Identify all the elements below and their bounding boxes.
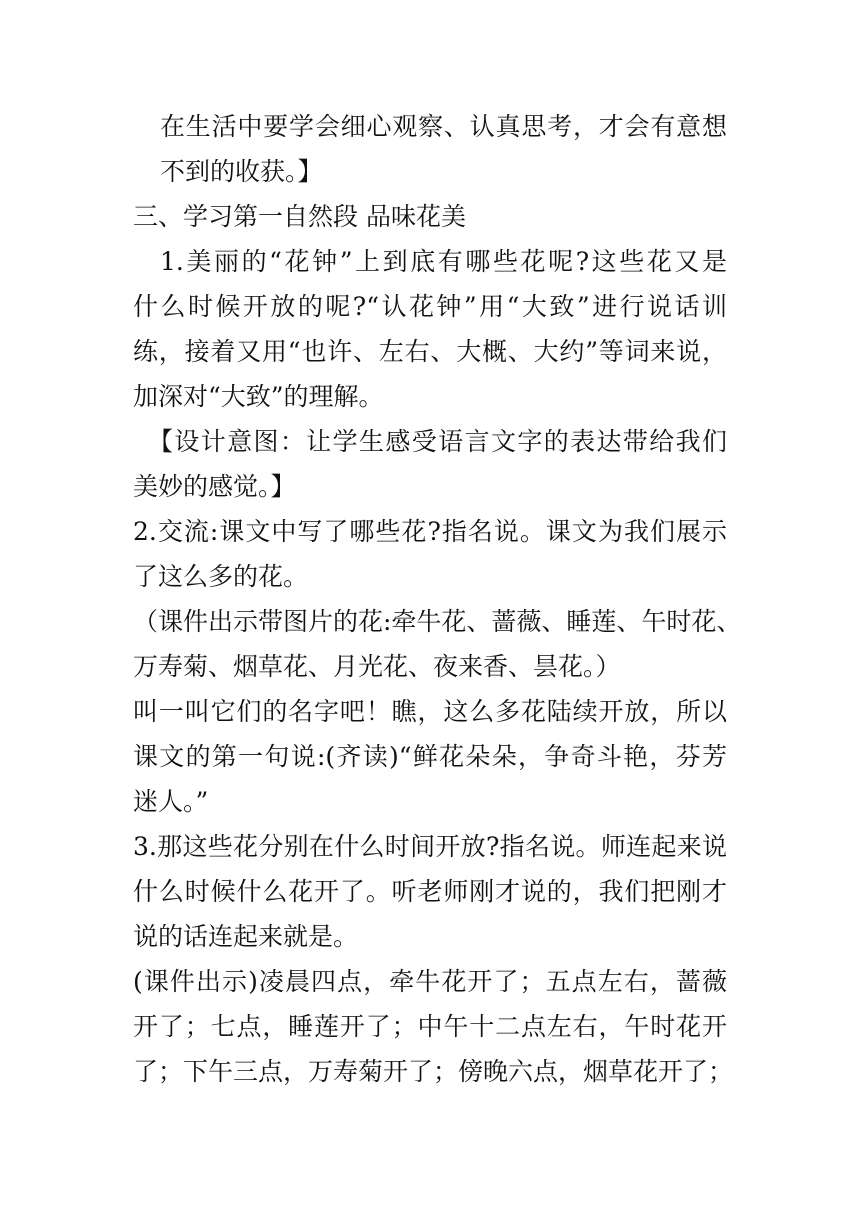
text-line: 什么时候开放的呢?“认花钟”用“大致”进行说话训 xyxy=(133,292,727,321)
text-line: 迷人。” xyxy=(133,787,209,816)
text-line: 在生活中要学会细心观察、认真思考，才会有意想 xyxy=(160,112,727,141)
text-line: (课件出示)凌晨四点，牵牛花开了；五点左右，蔷薇 xyxy=(133,967,727,996)
text-line: 练，接着又用“也许、左右、大概、大约”等词来说， xyxy=(133,337,727,366)
text-line: 美妙的感觉。】 xyxy=(133,472,296,501)
text-line: 万寿菊、烟草花、月光花、夜来香、昙花。） xyxy=(133,652,621,681)
text-line: 说的话连起来就是。 xyxy=(133,922,359,951)
text-line: 1.美丽的“花钟”上到底有哪些花呢?这些花又是 xyxy=(160,247,727,276)
text-line: 加深对“大致”的理解。 xyxy=(133,382,384,411)
section-heading: 三、学习第一自然段 品味花美 xyxy=(133,202,466,231)
text-line: 开了；七点，睡莲开了；中午十二点左右，午时花开 xyxy=(133,1012,727,1041)
text-line: 了这么多的花。 xyxy=(133,562,309,591)
text-line: 课文的第一句说:(齐读)“鲜花朵朵，争奇斗艳，芬芳 xyxy=(133,742,727,771)
text-line: 什么时候什么花开了。听老师刚才说的，我们把刚才 xyxy=(133,877,727,906)
text-line: （课件出示带图片的花:牵牛花、蔷薇、睡莲、午时花、 xyxy=(133,607,742,636)
text-line: 3.那这些花分别在什么时间开放?指名说。师连起来说 xyxy=(133,832,727,861)
text-line: 【设计意图：让学生感受语言文字的表达带给我们 xyxy=(148,427,727,456)
text-line: 了；下午三点，万寿菊开了；傍晚六点，烟草花开了； xyxy=(133,1057,734,1086)
text-line: 不到的收获。】 xyxy=(160,157,323,186)
text-line: 叫一叫它们的名字吧！瞧，这么多花陆续开放，所以 xyxy=(133,697,727,726)
text-line: 2.交流:课文中写了哪些花?指名说。课文为我们展示 xyxy=(133,517,727,546)
